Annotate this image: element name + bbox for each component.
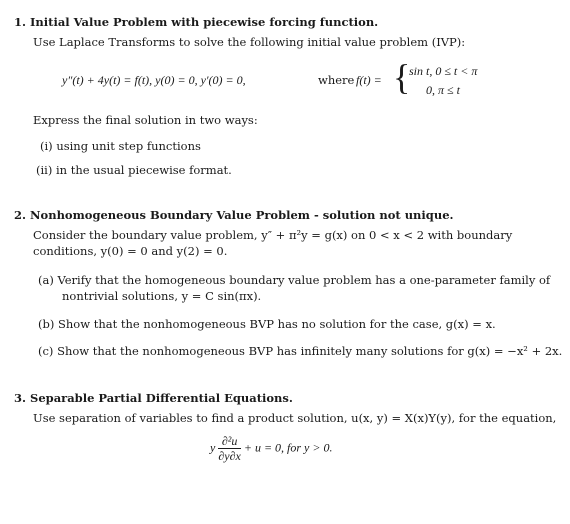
part-label: (a): [38, 273, 54, 287]
problem-2-number: 2.: [14, 208, 27, 222]
part-text: Show that the nonhomogeneous BVP has no solution for the case, g(x) = x.: [58, 317, 496, 331]
problem-1-intro: Use Laplace Transforms to solve the following initial value problem (IVP):: [33, 35, 466, 49]
problem-1-instruction: Express the final solution in two ways:: [33, 113, 258, 127]
part-text: in the usual piecewise format.: [56, 163, 232, 177]
problem-3-intro: Use separation of variables to find a product solution, u(x, y) = X(x)Y(y), for the equation,: [33, 411, 557, 425]
problem-2-title: Nonhomogeneous Boundary Value Problem - solution not unique.: [30, 208, 454, 222]
problem-2-part-a-line-2: nontrivial solutions, y = C sin(πx).: [62, 289, 262, 303]
problem-3-equation: [210, 434, 332, 463]
piecewise-brace: {: [393, 57, 411, 97]
part-label: (i): [40, 139, 53, 153]
part-text: Show that the nonhomogeneous BVP has infinitely many solutions for g(x) = −x² + 2x.: [57, 344, 563, 358]
problem-1-equation: y″(t) + 4y(t) = f(t), y(0) = 0, y′(0) = 0,: [62, 73, 246, 87]
part-label: (b): [38, 317, 55, 331]
problem-2-part-c: [38, 344, 562, 358]
problem-1-number: 1.: [14, 15, 27, 29]
partial-derivative-fraction: [218, 434, 241, 463]
problem-1-f-lhs: f(t) =: [356, 73, 382, 87]
problem-2-intro-line-1: Consider the boundary value problem, y″ + π²y = g(x) on 0 < x < 2 with boundary: [33, 228, 513, 242]
problem-1-heading: [14, 15, 378, 29]
fraction-numerator: ∂²u: [218, 434, 241, 449]
part-text: using unit step functions: [56, 139, 201, 153]
problem-1-part-i: [40, 139, 201, 153]
part-label: (c): [38, 344, 54, 358]
part-label: (ii): [36, 163, 53, 177]
equation-rest: + u = 0, for y > 0.: [243, 440, 333, 455]
problem-2-part-b: [38, 317, 496, 331]
problem-2-heading: [14, 208, 454, 222]
problem-1-part-ii: [36, 163, 232, 177]
problem-3-heading: [14, 391, 293, 405]
problem-1-piece-2: 0, π ≤ t: [426, 83, 460, 97]
part-text: Verify that the homogeneous boundary value problem has a one-parameter family of: [57, 273, 551, 287]
fraction-denominator: ∂y∂x: [218, 449, 241, 463]
problem-3-number: 3.: [14, 391, 27, 405]
equation-prefix: y: [210, 440, 216, 455]
problem-1-where-label: where: [318, 73, 355, 87]
problem-3-title: Separable Partial Differential Equations.: [30, 391, 293, 405]
problem-1-title: Initial Value Problem with piecewise forcing function.: [30, 15, 379, 29]
problem-1-piece-1: sin t, 0 ≤ t < π: [409, 64, 478, 78]
problem-2-part-a: [38, 273, 550, 287]
problem-2-intro-line-2: conditions, y(0) = 0 and y(2) = 0.: [33, 244, 228, 258]
